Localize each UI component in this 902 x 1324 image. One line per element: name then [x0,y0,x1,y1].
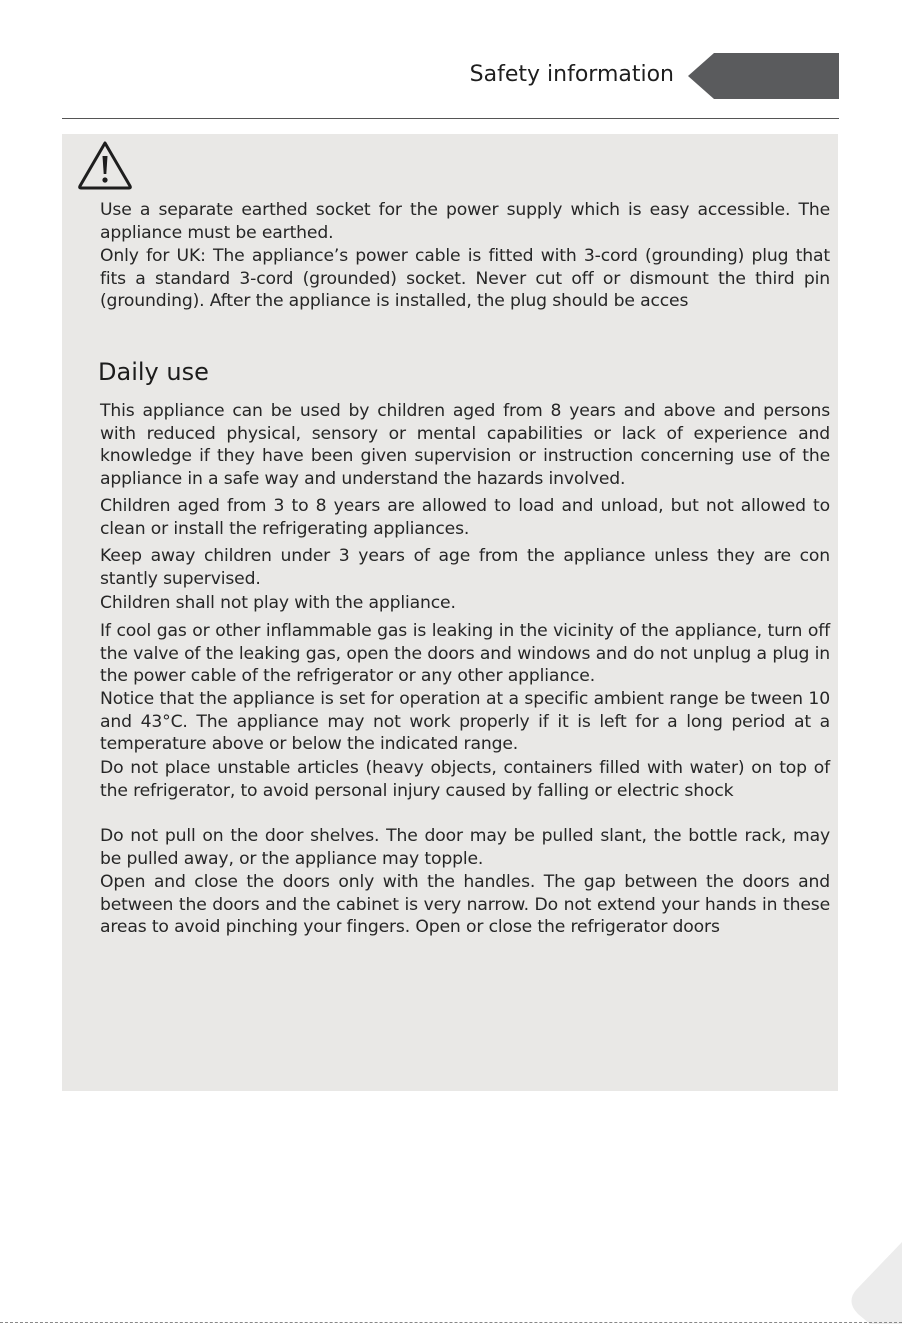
section-tab [688,53,839,99]
daily-use-paragraph-children-3-8: Children aged from 3 to 8 years are allowed to load and unload, but not allowed to clean or install the refrigerating appliances. [100,496,830,539]
daily-use-paragraph-handles: Open and close the doors only with the handles. The gap between the doors and between the doors and the cabinet is very narrow. Do not extend your hands in these areas to avoid pinching your fingers. Open or close the refrigerator doors [100,872,830,938]
daily-use-paragraph-unstable-articles: Do not place unstable articles (heavy objects, containers filled with water) on top of the refrigerator, to avoid personal injury caused by falling or electric shock [100,758,830,801]
intro-paragraph-earthed-socket: Use a separate earthed socket for the power supply which is easy accessible. The appliance must be earthed. [100,200,830,243]
page-corner-decoration [846,1242,902,1324]
page-bottom-edge [0,1322,902,1323]
section-heading-daily-use: Daily use [98,358,209,386]
page-title: Safety information [469,62,674,87]
warning-triangle-icon [76,139,134,191]
daily-use-paragraph-no-play: Children shall not play with the appliance. [100,593,456,613]
intro-paragraph-uk-plug: Only for UK: The appliance’s power cable is fitted with 3-cord (grounding) plug that fits a standard 3-cord (grounded) socket. Never cut off or dismount the third pin (grounding). After the appliance is installed, the plug should be acces [100,246,830,312]
header-divider [62,118,839,119]
daily-use-paragraph-door-shelves: Do not pull on the door shelves. The door may be pulled slant, the bottle rack, may be pulled away, or the appliance may topple. [100,826,830,869]
daily-use-paragraph-children-under-3: Keep away children under 3 years of age from the appliance unless they are con stantly supervised. [100,546,830,589]
daily-use-paragraph-gas-leak: If cool gas or other inflammable gas is leaking in the vicinity of the appliance, turn off the valve of the leaking gas, open the doors and windows and do not unplug a plug in the power cable of the refrigerator or any other appliance. [100,621,830,687]
daily-use-paragraph-ambient-range: Notice that the appliance is set for operation at a specific ambient range be tween 10 and 43°C. The appliance may not work properly if it is left for a long period at a temperature above or below the indicated range. [100,689,830,755]
daily-use-paragraph-children-8: This appliance can be used by children aged from 8 years and above and persons with reduced physical, sensory or mental capabilities or lack of experience and knowledge if they have been given supervision or instruction concerning use of the appliance in a safe way and understand the hazards involved. [100,401,830,489]
